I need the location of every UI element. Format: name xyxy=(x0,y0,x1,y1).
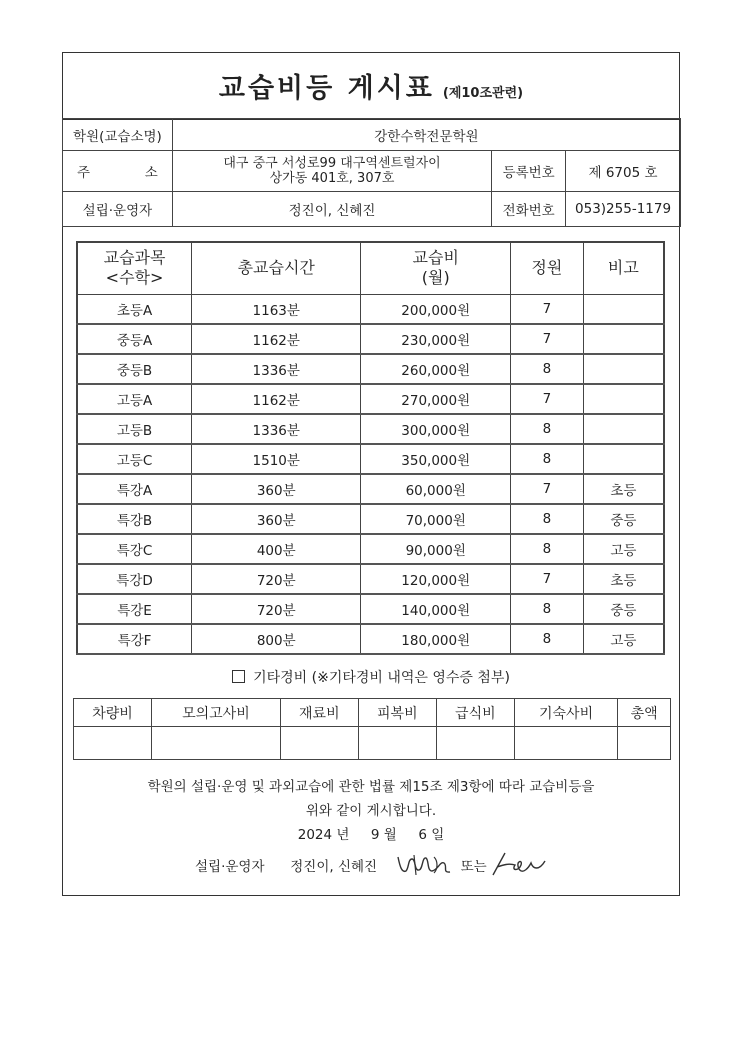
course-header-line-1: 교습과목 xyxy=(103,248,166,268)
course-cell: 특강B xyxy=(77,504,192,534)
capacity-cell: 8 xyxy=(511,354,584,384)
capacity-cell: 7 xyxy=(511,564,584,594)
course-header-line-2: <수학> xyxy=(105,268,164,288)
fee-cell: 60,000원 xyxy=(361,474,511,504)
title-row xyxy=(63,53,679,120)
capacity-cell: 8 xyxy=(511,534,584,564)
expense-header-mock-exam: 모의고사비 xyxy=(152,699,281,727)
expense-header-total: 총액 xyxy=(618,699,671,727)
expense-value-cell xyxy=(74,727,152,760)
capacity-cell: 8 xyxy=(511,414,584,444)
signer-line xyxy=(63,849,679,877)
note-cell xyxy=(583,354,664,384)
capacity-cell: 7 xyxy=(511,324,584,354)
second-signature-icon xyxy=(491,849,547,877)
capacity-cell: 7 xyxy=(511,474,584,504)
statement-line-1: 학원의 설립·운영 및 과외교습에 관한 법률 제15조 제3항에 따라 교습비등을 xyxy=(147,779,595,795)
fee-cell: 180,000원 xyxy=(361,624,511,654)
expense-value-cell xyxy=(358,727,436,760)
capacity-header: 정원 xyxy=(511,242,584,294)
expense-header-clothing: 피복비 xyxy=(358,699,436,727)
operator-label: 설립·운영자 xyxy=(63,192,173,227)
address-line-2: 상가동 401호, 307호 xyxy=(269,171,395,186)
notice-frame xyxy=(62,52,680,896)
address-value xyxy=(172,151,491,192)
time-cell: 1162분 xyxy=(192,384,361,414)
total-time-header: 총교습시간 xyxy=(192,242,361,294)
table-row xyxy=(77,564,664,594)
table-row xyxy=(77,294,664,324)
signer-names: 정진이, 신혜진 xyxy=(290,859,378,875)
note-cell: 고등 xyxy=(583,624,664,654)
note-cell: 중등 xyxy=(583,504,664,534)
operator-value: 정진이, 신혜진 xyxy=(172,192,491,227)
day-unit: 일 xyxy=(431,827,445,843)
course-cell: 특강C xyxy=(77,534,192,564)
table-row xyxy=(77,324,664,354)
phone-label: 전화번호 xyxy=(492,192,566,227)
statement-line-2: 위와 같이 게시합니다. xyxy=(305,803,437,819)
fee-cell: 300,000원 xyxy=(361,414,511,444)
title-note: (제10조관련) xyxy=(442,86,524,101)
time-cell: 360분 xyxy=(192,504,361,534)
handwritten-signature-icon xyxy=(394,851,456,877)
time-cell: 1163분 xyxy=(192,294,361,324)
table-row xyxy=(77,354,664,384)
course-cell: 특강A xyxy=(77,474,192,504)
time-cell: 800분 xyxy=(192,624,361,654)
note-cell: 초등 xyxy=(583,474,664,504)
time-cell: 400분 xyxy=(192,534,361,564)
course-header xyxy=(77,242,192,294)
other-expenses-title-text: 기타경비 (※기타경비 내역은 영수증 첨부) xyxy=(253,670,510,686)
expense-value-cell xyxy=(514,727,617,760)
academy-value: 강한수학전문학원 xyxy=(172,119,680,151)
time-cell: 1336분 xyxy=(192,354,361,384)
tuition-fee-table xyxy=(76,241,665,655)
table-row xyxy=(77,414,664,444)
capacity-cell: 8 xyxy=(511,594,584,624)
other-expenses-title xyxy=(63,667,679,687)
fee-cell: 140,000원 xyxy=(361,594,511,624)
academy-info-table xyxy=(62,118,681,227)
date-month: 9 xyxy=(370,827,380,843)
fee-cell: 270,000원 xyxy=(361,384,511,414)
academy-label: 학원(교습소명) xyxy=(63,119,173,151)
course-cell: 특강D xyxy=(77,564,192,594)
table-row xyxy=(77,624,664,654)
expense-value-cell xyxy=(280,727,358,760)
expense-header-dormitory: 기숙사비 xyxy=(514,699,617,727)
table-row xyxy=(77,474,664,504)
note-cell: 중등 xyxy=(583,594,664,624)
capacity-cell: 8 xyxy=(511,624,584,654)
fee-header-line-2: (월) xyxy=(421,268,450,288)
capacity-cell: 7 xyxy=(511,294,584,324)
fee-cell: 260,000원 xyxy=(361,354,511,384)
signer-label: 설립·운영자 xyxy=(195,859,265,875)
year-unit: 년 xyxy=(336,827,350,843)
note-cell xyxy=(583,414,664,444)
fee-cell: 200,000원 xyxy=(361,294,511,324)
time-cell: 1510분 xyxy=(192,444,361,474)
address-line-1: 대구 중구 서성로99 대구역센트럴자이 xyxy=(223,156,441,171)
table-row xyxy=(77,594,664,624)
capacity-cell: 7 xyxy=(511,384,584,414)
fee-header xyxy=(361,242,511,294)
capacity-cell: 8 xyxy=(511,444,584,474)
course-cell: 초등A xyxy=(77,294,192,324)
expense-value-cell xyxy=(152,727,281,760)
phone-value: 053)255-1179 xyxy=(566,192,681,227)
note-cell xyxy=(583,384,664,414)
date-line xyxy=(63,823,679,843)
fee-cell: 120,000원 xyxy=(361,564,511,594)
fee-cell: 350,000원 xyxy=(361,444,511,474)
or-text: 또는 xyxy=(460,859,487,875)
time-cell: 360분 xyxy=(192,474,361,504)
expense-value-cell xyxy=(436,727,514,760)
course-cell: 고등B xyxy=(77,414,192,444)
address-label: 주 소 xyxy=(63,151,173,192)
page-title: 교습비등 게시표 xyxy=(218,73,435,104)
fee-cell: 70,000원 xyxy=(361,504,511,534)
fee-cell: 90,000원 xyxy=(361,534,511,564)
month-unit: 월 xyxy=(383,827,397,843)
course-cell: 중등A xyxy=(77,324,192,354)
note-cell xyxy=(583,294,664,324)
course-cell: 특강E xyxy=(77,594,192,624)
checkbox-icon xyxy=(232,670,245,683)
registration-value: 제 6705 호 xyxy=(566,151,681,192)
course-cell: 중등B xyxy=(77,354,192,384)
registration-label: 등록번호 xyxy=(492,151,566,192)
table-row xyxy=(77,444,664,474)
expense-value-cell xyxy=(618,727,671,760)
table-row xyxy=(77,384,664,414)
fee-header-line-1: 교습비 xyxy=(412,248,459,268)
date-day: 6 xyxy=(418,827,427,843)
note-cell xyxy=(583,324,664,354)
course-cell: 고등A xyxy=(77,384,192,414)
table-row xyxy=(77,534,664,564)
note-cell xyxy=(583,444,664,474)
date-year: 2024 xyxy=(297,827,333,843)
time-cell: 720분 xyxy=(192,594,361,624)
capacity-cell: 8 xyxy=(511,504,584,534)
fee-cell: 230,000원 xyxy=(361,324,511,354)
course-cell: 고등C xyxy=(77,444,192,474)
note-cell: 고등 xyxy=(583,534,664,564)
time-cell: 720분 xyxy=(192,564,361,594)
fee-rows xyxy=(77,294,664,654)
note-cell: 초등 xyxy=(583,564,664,594)
note-header: 비고 xyxy=(583,242,664,294)
expense-header-materials: 재료비 xyxy=(280,699,358,727)
time-cell: 1162분 xyxy=(192,324,361,354)
table-row xyxy=(77,504,664,534)
time-cell: 1336분 xyxy=(192,414,361,444)
course-cell: 특강F xyxy=(77,624,192,654)
expense-header-vehicle: 차량비 xyxy=(74,699,152,727)
expense-header-meals: 급식비 xyxy=(436,699,514,727)
other-expenses-table xyxy=(73,698,671,760)
